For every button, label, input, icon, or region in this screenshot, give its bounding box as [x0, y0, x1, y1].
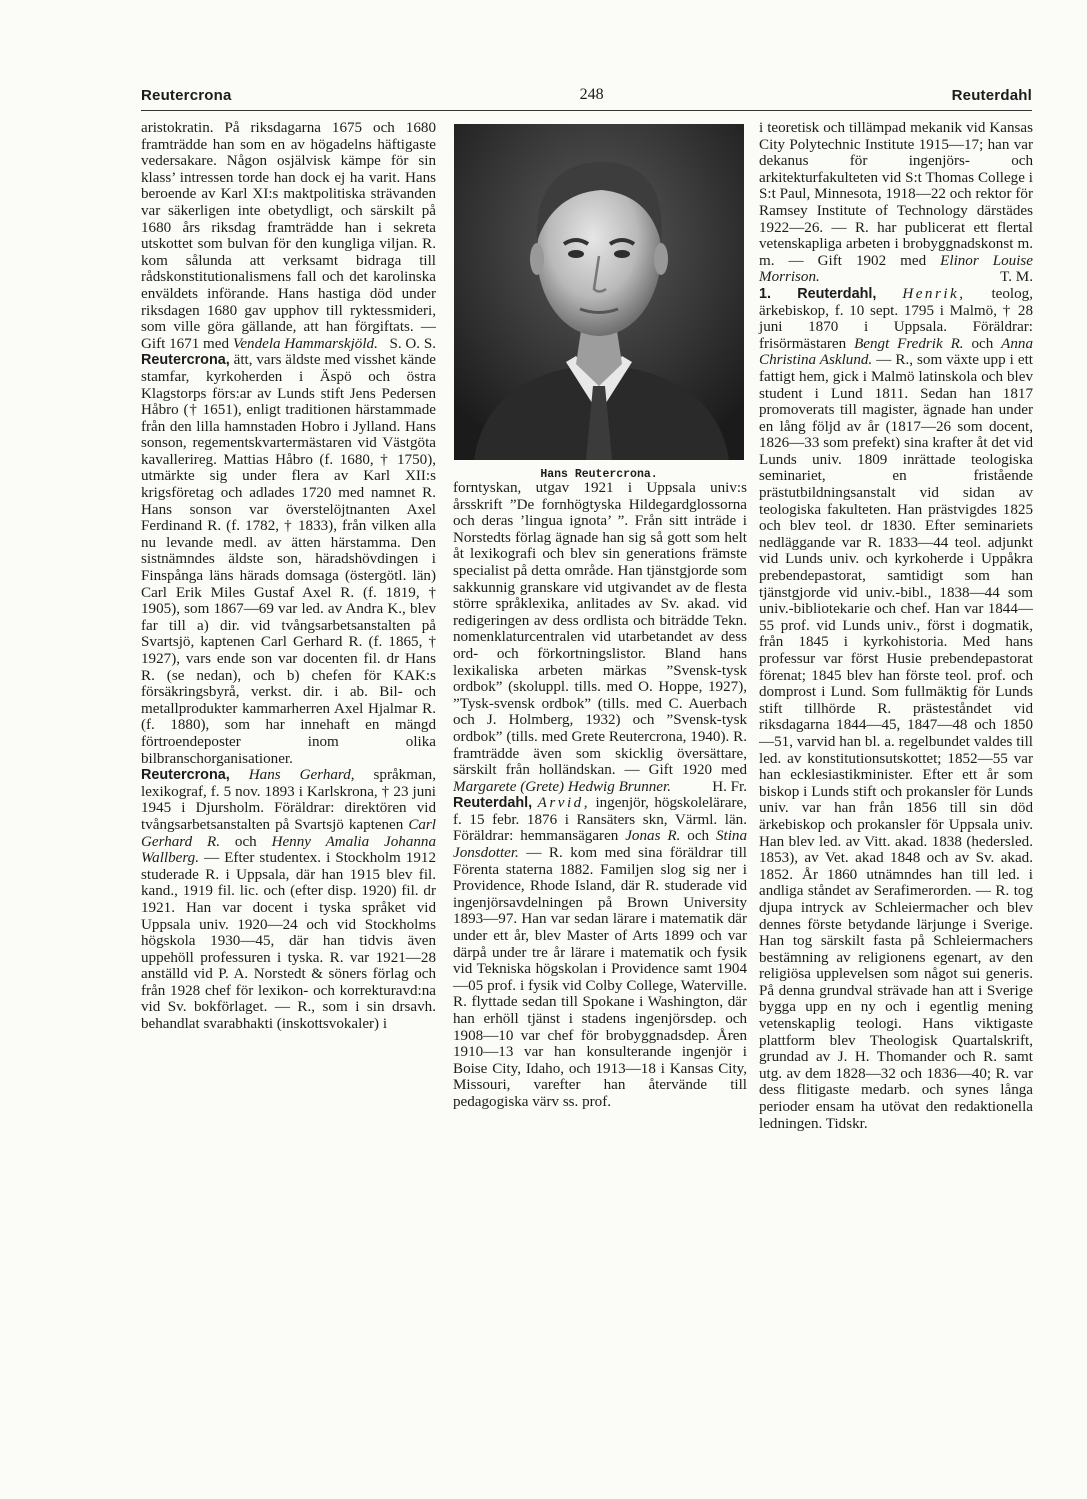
running-head: [141, 80, 1032, 111]
entry-headword: 1. Reuterdahl,: [759, 285, 877, 302]
author-signature: T. M.: [1000, 269, 1033, 286]
mother-name: Anna Christina Asklund.: [759, 335, 1034, 369]
paragraph-continuation: [759, 120, 1033, 286]
author-signature: S. O. S.: [389, 335, 436, 352]
father-name: Jonas R.: [625, 828, 681, 845]
page-number: 248: [579, 86, 604, 103]
paragraph-continuation: [453, 480, 747, 795]
father-name: Carl Gerhard R.: [141, 816, 436, 850]
entry-person: [141, 767, 436, 1033]
portrait-illustration: [454, 124, 744, 460]
entry-text: teolog, ärkebiskop, f. 10 sept. 1795 i Malmö, † 28 juni 1870 i Uppsala. Föräldrar: frisörmästaren: [759, 285, 1033, 352]
mother-name: Stina Jonsdotter.: [453, 828, 747, 862]
entry-text: språkman, lexikograf, f. 5 nov. 1893 i Karlskrona, † 23 juni 1945 i Djursholm. Föräldrar: direktören vid tvångsarbetsanstalten på Svartsjö kaptenen: [141, 767, 436, 833]
entry-person: [453, 795, 747, 1110]
conjunction: och: [220, 833, 272, 850]
entry-text: ätt, vars äldste med visshet kände stamfar, kyrkoherden i Äspö och östra Klagstorps förs:ar av Lunds stift Jens Pedersen Håbro († 1651), enligt traditionen härstammade från den lilla hamnstaden Hobro i Jylland. Hans sonson, regementskvartermästaren vid Västgöta kavallerireg. Mattias Håbro (f. 1680, † 1750), utmärkte sig under flera av Karl XII:s krigsföretag och adlades 1720 med namnet R. Hans sonson var överstelöjtnanten Axel Ferdinand R. (f. 1782, † 1833), från vilken alla nu levande medl. av ätten härstamma. Den sistnämndes äldste son, häradshövdingen i Finspånga läns härads domsaga (östergötl. län) Carl Erik Miles Gustaf Axel R. (f. 1819, † 1905), som 1867—69 var led. av Andra K., blev far till a) dir. vid tvångsarbetsanstalten på Svartsjö, kaptenen Carl Gerhard R. (f. 1865, † 1927), vars ende son var docenten fil. dr Hans R. (se nedan), och b) chefen för KAK:s försäkringsbyrå, verkst. dir. i ab. Bil- och metallprodukter kammarherren Axel Hjalmar R. (f. 1880), som har innehaft en mängd förtroendeposter inom olika bilbranschorganisationer.: [141, 352, 436, 767]
author-signature: H. Fr.: [712, 778, 747, 795]
paragraph-text: i teoretisk och tillämpad mekanik vid Kansas City Polytechnic Institute 1915—17; han var dekanus för ingenjörs- och arkitekturfakulteten vid S:t Thomas College i S:t Paul, Minnesota, 1918—22 och rektor för Ramsey Institute of Technology därstädes 1922—26. — R. har publicerat ett flertal vetenskapliga arbeten i brobyggnadskonst m. m. — Gift 1902 med: [759, 120, 1033, 269]
paragraph-continuation: [141, 120, 436, 352]
running-head-left: Reutercrona: [141, 86, 232, 104]
entry-text: — Efter studentex. i Stockholm 1912 studerade R. i Uppsala, där han 1915 blev fil. kand., 1919 fil. lic. och (efter disp. 1920) fil. dr 1921. Han var docent i tyska språket vid Uppsala univ. 1920—24 och vid Stockholms högskola 1930—45, där han tidvis även uppehöll professuren i tyska. R. var 1921—28 anställd vid P. A. Norstedt & söners förlag och från 1928 chef för lexikon- och korrekturavd:na vid Sv. bokförlaget. — R., som i sin drsavh. behandlat svarabhakti (inskottsvokaler) i: [141, 850, 436, 1033]
paragraph-text: aristokratin. På riksdagarna 1675 och 1680 framträdde han som en av högadelns häftigaste vedersakare. Någon osjälvisk kämpe för sin klass’ intressen torde han dock ej ha varit. Hans beroende av Karl XI:s maktpolitiska strävanden var säkerligen inte obetydligt, och särskilt på 1680 års riksdag framträdde han i sekreta utskottet som bulvan för den kungliga viljan. R. kom sålunda att verksamt bidraga till rådskonstitutionalismens fall och det karolinska enväldets införande. Hans hastiga död under riksdagen 1680 gav upphov till ryktessmideri, som ville göra gällande, att han förgiftats. — Gift 1671 med: [141, 120, 436, 352]
entry-person: [759, 286, 1033, 1132]
entry-headword: Reuterdahl,: [453, 795, 533, 812]
column-3: [759, 120, 1033, 1132]
conjunction: och: [680, 828, 716, 845]
entry-family: [141, 352, 436, 767]
photo-caption: Hans Reutercrona.: [540, 468, 658, 481]
spouse-name: Vendela Hammarskjöld.: [232, 335, 378, 352]
column-2: [453, 480, 747, 1111]
running-head-right: Reuterdahl: [951, 86, 1032, 104]
given-names: Arvid,: [537, 795, 590, 812]
given-names: Hans Gerhard,: [248, 767, 355, 784]
mother-name: Henny Amalia Johanna Wallberg.: [141, 833, 437, 867]
spouse-name: Elinor Louise Morrison.: [759, 252, 1033, 286]
entry-headword: Reutercrona,: [141, 352, 230, 369]
entry-text: — R., som växte upp i ett fattigt hem, gick i Malmö latinskola och blev student i Lund 1811. Sedan han 1817 promoverats till magister, ägnade han under en lång följd av år (1817—26 som docent, 1826—33 som prefekt) sina krafter åt det vid Lunds univ. 1809 inrättade teologiska seminariet, en fristående prästutbildningsanstalt vid sidan av teologiska fakulteten. Han prästvigdes 1825 och blev teol. dr 1830. Efter seminariets nedläggande var R. 1833—44 teol. adjunkt vid Lunds univ. och kyrkoherde i Uppåkra prebendepastorat, samtidigt som han tjänstgjorde vid univ.-bibl., 1838—44 som univ.-bibliotekarie och chef. Han var 1844—55 prof. vid Lunds univ., först i dogmatik, från 1845 i kyrkohistoria. Med hans professur var först Husie prebendepastorat förenat; 1845 blev han förste teol. prof. och domprost i Lund. Som fullmäktig för Lunds stift tillhörde R. prästeståndet vid riksdagarna 1844—45, 1847—48 och 1850—51, varvid han bl. a. regelbundet valdes till led. av konstitutionsutskottet; 1852—55 var han ecklesiastikminister. Efter ett år som biskop i Lunds stift och prokansler för Lunds univ. var han från 1856 till sin död ärkebiskop och prokansler för Uppsala univ. Han blev led. av Vitt. akad. 1838 (hedersled. 1853), av Vet. akad 1848 och av Sv. akad. 1852. År 1860 utnämndes han till led. i andliga ståndet av Serafimerorden. — R. tog djupa intryck av Schleiermacher och blev dennes förste betydande lärjunge i Sverige. Han tog särskilt fasta på Schleiermachers bestämning av religionens egenart, av den religiösa upplevelsen som något sui generis. På denna grundval strävade han att i Sverige bygga upp en ny och i egentlig mening vetenskaplig teologi. Hans viktigaste plattform blev Theologisk Quartalskrift, grundad av J. H. Thomander och R. samt utg. av dem 1828—32 och 1836—40; R. var dess flitigaste medarb. och synes långa perioder ensam ha utövat den redaktionella ledningen. Tidskr.: [759, 352, 1033, 1132]
entry-text: — R. kom med sina föräldrar till Förenta staterna 1882. Familjen slog sig ner i Providence, Rhode Island, där R. studerade vid ingenjörsavdelningen på Brown University 1893—97. Han var sedan lärare i matematik där under ett år, blev Master of Arts 1899 och var därpå under tre år lärare i matematik och fysik vid Tekniska högskolan i Providence samt 1904—05 prof. i fysik vid Colby College, Waterville. R. flyttade sedan till Spokane i Washington, där han erhöll tjänst i stadens ingenjörsdep. och 1908—10 var chef för brobyggnadsdep. Åren 1910—13 var han konsulterande ingenjör i Boise City, Idaho, och 1913—18 i Kansas City, Missouri, varefter han återvände till pedagogiska värv ss. prof.: [453, 845, 747, 1110]
entry-text: ingenjör, högskolelärare, f. 15 febr. 1876 i Ransäters skn, Värml. län. Föräldrar: hemmansägaren: [453, 795, 747, 845]
paragraph-text: forntyskan, utgav 1921 i Uppsala univ:s årsskrift ”De fornhögtyska Hildegardglossorna och deras ’lingua ignota’ ”. Från sitt inträde i Norstedts förlag ägnade han sig så gott som helt åt lexikografi och blev sin generations främste specialist på detta område. Han tjänstgjorde som sakkunnig granskare vid utgivandet av de flesta större språklexika, anlitades av Sv. akad. vid redigeringen av dess ordlista och biträdde Tekn. nomenklaturcentralen vid utarbetandet av dess ord- och förkortningslistor. Bland hans lexikaliska arbeten märkas ”Svensk-tysk ordbok” (skoluppl. tills. med O. Hoppe, 1927), ”Tysk-svensk ordbok” (tills. med C. Auerbach och J. Holmberg, 1932) och ”Svensk-tysk ordbok” (tills. med Grete Reutercrona, 1940). R. framträdde även som skicklig översättare, särskilt från holländskan. — Gift 1920 med: [453, 480, 747, 779]
column-1: [141, 120, 436, 1033]
conjunction: och: [963, 335, 1002, 352]
spouse-name: Margarete (Grete) Hedwig Brunner.: [453, 778, 671, 795]
given-names: Henrik,: [902, 285, 966, 302]
father-name: Bengt Fredrik R.: [854, 335, 964, 352]
portrait-photo: [454, 124, 744, 460]
entry-headword: Reutercrona,: [141, 767, 230, 784]
